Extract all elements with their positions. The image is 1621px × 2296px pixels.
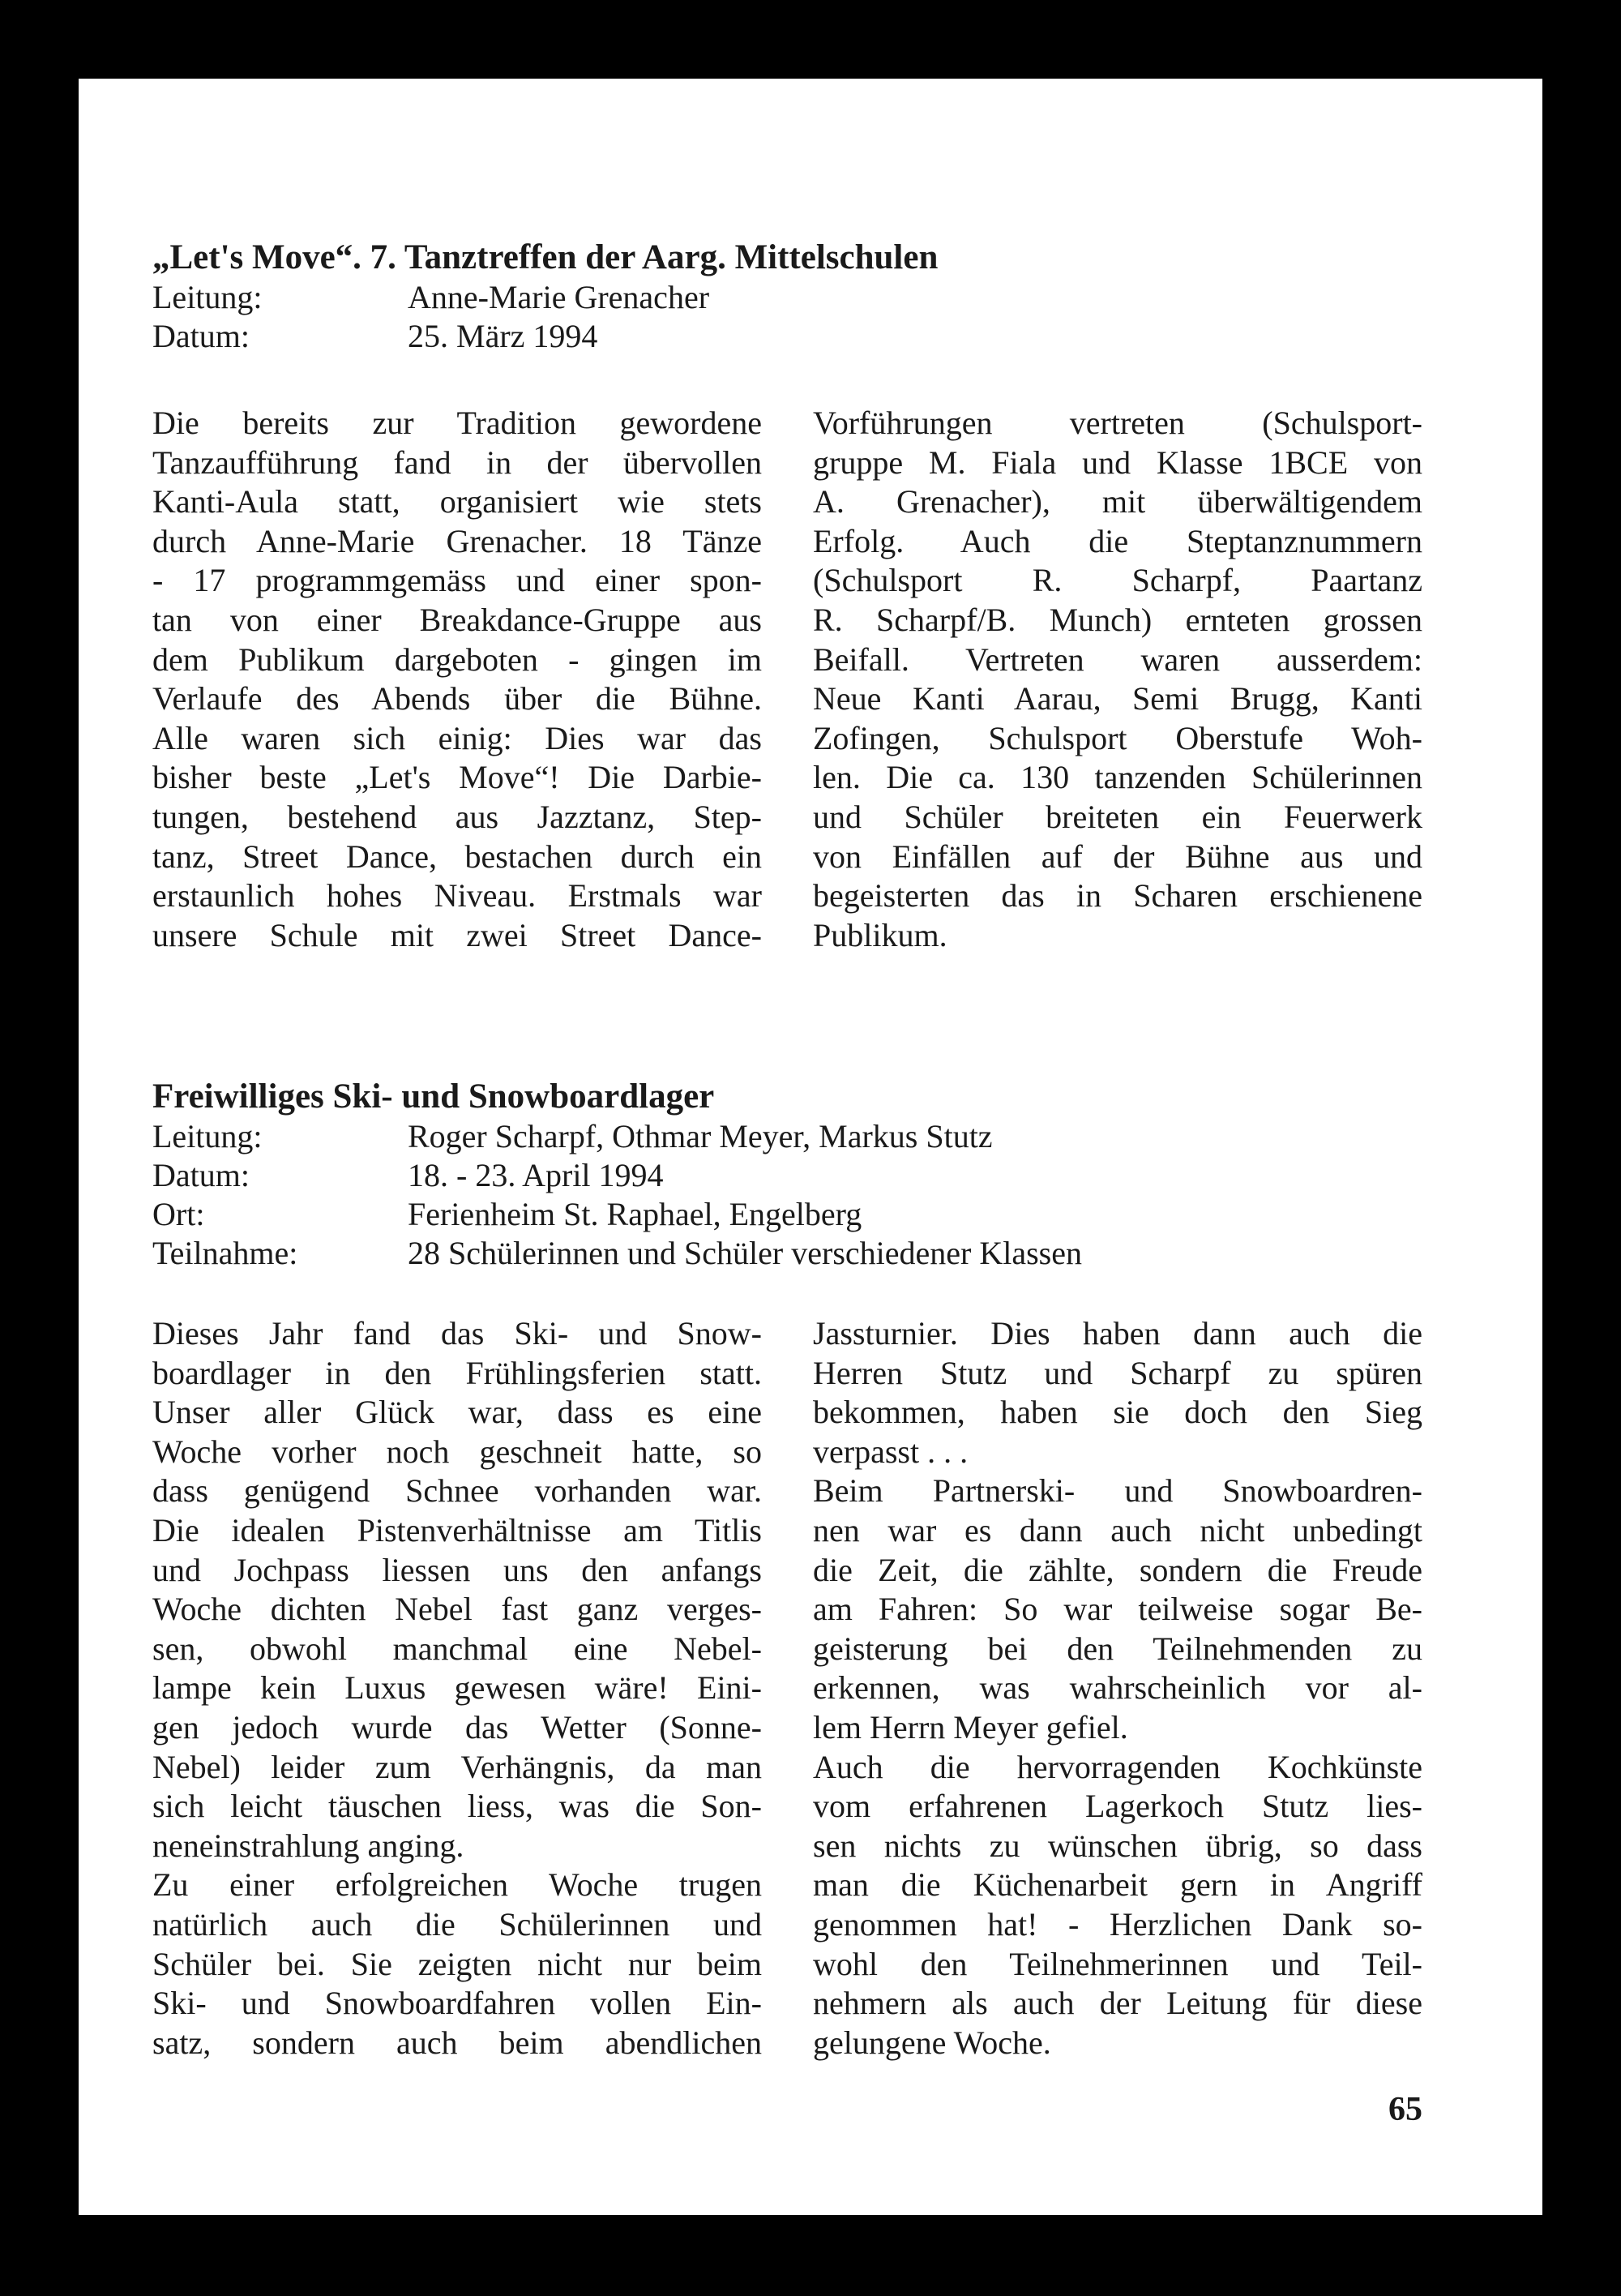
text-line: Zu einer erfolgreichen Woche trugen: [152, 1866, 762, 1904]
paragraph: [152, 404, 762, 955]
text-line: Tanzaufführung fand in der übervollen: [152, 443, 762, 481]
text-line: erstaunlich hohes Niveau. Erstmals war: [152, 877, 762, 915]
meta-row: [152, 1234, 1506, 1273]
text-line: Schüler bei. Sie zeigten nicht nur beim: [152, 1945, 762, 1982]
text-line: wohl den Teilnehmerinnen und Teil-: [813, 1945, 1422, 1982]
paragraph: [813, 1314, 1422, 1471]
text-line: sich leicht täuschen liess, was die Son-: [152, 1788, 762, 1825]
text-line: begeisterten das in Scharen erschienene: [813, 877, 1422, 915]
text-line: Dieses Jahr fand das Ski- und Snow-: [152, 1315, 762, 1351]
text-line: verpasst . . .: [813, 1433, 969, 1470]
paragraph: [813, 1748, 1422, 2063]
text-line: tan von einer Breakdance-Gruppe aus: [152, 601, 762, 638]
meta-label: Datum:: [152, 318, 250, 354]
text-line: dem Publikum dargeboten - gingen im: [152, 640, 762, 678]
text-line: vom erfahrenen Lagerkoch Stutz lies-: [813, 1788, 1422, 1825]
text-line: geisterung bei den Teilnehmenden zu: [813, 1630, 1422, 1667]
text-line: man die Küchenarbeit gern in Angriff: [813, 1866, 1422, 1904]
text-line: Beifall. Vertreten waren ausserdem:: [813, 640, 1422, 678]
meta-row: [152, 278, 1506, 317]
text-line: (Schulsport R. Scharpf, Paartanz: [813, 562, 1422, 599]
text-line: R. Scharpf/B. Munch) ernteten grossen: [813, 601, 1422, 638]
text-line: und Schüler breiteten ein Feuerwerk: [813, 798, 1422, 835]
section-title: Freiwilliges Ski- und Snowboardlager: [152, 1077, 715, 1116]
text-line: - 17 programmgemäss und einer spon-: [152, 562, 762, 599]
text-line: tungen, bestehend aus Jazztanz, Step-: [152, 798, 762, 835]
text-line: gen jedoch wurde das Wetter (Sonne-: [152, 1708, 762, 1746]
text-column: [813, 1314, 1422, 2063]
meta-label: Teilnahme:: [152, 1235, 298, 1271]
text-line: Alle waren sich einig: Dies war das: [152, 719, 762, 756]
text-line: Herren Stutz und Scharpf zu spüren: [813, 1354, 1422, 1391]
text-line: Woche vorher noch geschneit hatte, so: [152, 1433, 762, 1470]
meta-label: Ort:: [152, 1196, 205, 1232]
meta-row: [152, 1195, 1506, 1234]
paragraph: [152, 1314, 762, 1866]
page-number: 65: [1388, 2091, 1422, 2128]
text-line: Ski- und Snowboardfahren vollen Ein-: [152, 1985, 762, 2022]
text-line: genommen hat! - Herzlichen Dank so-: [813, 1905, 1422, 1943]
text-column: [152, 1314, 762, 2063]
document-page: [79, 79, 1542, 2215]
text-line: Zofingen, Schulsport Oberstufe Woh-: [813, 719, 1422, 756]
text-line: erkennen, was wahrscheinlich vor al-: [813, 1669, 1422, 1707]
text-line: boardlager in den Frühlingsferien statt.: [152, 1354, 762, 1391]
text-line: gelungene Woche.: [813, 2024, 1051, 2061]
text-line: lem Herrn Meyer gefiel.: [813, 1708, 1128, 1746]
text-line: satz, sondern auch beim abendlichen: [152, 2024, 762, 2061]
text-line: Erfolg. Auch die Steptanznummern: [813, 522, 1422, 559]
text-line: von Einfällen auf der Bühne aus und: [813, 837, 1422, 875]
text-line: sen nichts zu wünschen übrig, so dass: [813, 1827, 1422, 1864]
text-line: A. Grenacher), mit überwältigendem: [813, 483, 1422, 520]
meta-row: [152, 1156, 1506, 1195]
text-line: durch Anne-Marie Grenacher. 18 Tänze: [152, 522, 762, 559]
text-line: und Jochpass liessen uns den anfangs: [152, 1551, 762, 1588]
text-line: Unser aller Glück war, dass es eine: [152, 1394, 762, 1431]
text-line: Jassturnier. Dies haben dann auch die: [813, 1315, 1422, 1351]
paragraph: [813, 404, 1422, 955]
text-line: gruppe M. Fiala und Klasse 1BCE von: [813, 443, 1422, 481]
text-line: natürlich auch die Schülerinnen und: [152, 1905, 762, 1943]
text-line: Nebel) leider zum Verhängnis, da man: [152, 1748, 762, 1785]
text-line: Publikum.: [813, 916, 947, 953]
meta-row: [152, 1117, 1506, 1156]
text-line: Auch die hervorragenden Kochkünste: [813, 1748, 1422, 1785]
meta-value: 18. - 23. April 1994: [408, 1157, 664, 1193]
meta-value: 25. März 1994: [408, 318, 598, 354]
text-line: die Zeit, die zählte, sondern die Freude: [813, 1551, 1422, 1588]
text-line: nehmern als auch der Leitung für diese: [813, 1985, 1422, 2022]
text-line: unsere Schule mit zwei Street Dance-: [152, 916, 762, 953]
text-line: Vorführungen vertreten (Schulsport-: [813, 405, 1422, 441]
text-line: Die idealen Pistenverhältnisse am Titlis: [152, 1511, 762, 1549]
text-line: nen war es dann auch nicht unbedingt: [813, 1511, 1422, 1549]
text-line: dass genügend Schnee vorhanden war.: [152, 1472, 762, 1510]
text-line: Kanti-Aula statt, organisiert wie stets: [152, 483, 762, 520]
meta-label: Datum:: [152, 1157, 250, 1193]
text-line: Beim Partnerski- und Snowboardren-: [813, 1472, 1422, 1510]
meta-value: 28 Schülerinnen und Schüler verschiedener Klassen: [408, 1235, 1082, 1271]
meta-label: Leitung:: [152, 1118, 263, 1154]
text-line: bisher beste „Let's Move“! Die Darbie-: [152, 759, 762, 796]
meta-row: [152, 317, 1506, 356]
text-line: Neue Kanti Aarau, Semi Brugg, Kanti: [813, 680, 1422, 718]
meta-value: Roger Scharpf, Othmar Meyer, Markus Stutz: [408, 1118, 993, 1154]
text-line: sen, obwohl manchmal eine Nebel-: [152, 1630, 762, 1667]
text-line: bekommen, haben sie doch den Sieg: [813, 1394, 1422, 1431]
text-line: am Fahren: So war teilweise sogar Be-: [813, 1591, 1422, 1628]
text-column: [152, 404, 762, 955]
meta-value: Ferienheim St. Raphael, Engelberg: [408, 1196, 862, 1232]
text-column: [813, 404, 1422, 955]
text-line: Woche dichten Nebel fast ganz verges-: [152, 1591, 762, 1628]
section-ski-lager: [152, 1077, 1506, 2061]
text-line: Die bereits zur Tradition gewordene: [152, 405, 762, 441]
section-lets-move: [152, 238, 1506, 953]
paragraph: [813, 1471, 1422, 1747]
meta-label: Leitung:: [152, 279, 263, 315]
text-line: lampe kein Luxus gewesen wäre! Eini-: [152, 1669, 762, 1707]
text-line: neneinstrahlung anging.: [152, 1827, 464, 1864]
section-title: „Let's Move“. 7. Tanztreffen der Aarg. Mittelschulen: [152, 238, 939, 276]
text-line: tanz, Street Dance, bestachen durch ein: [152, 837, 762, 875]
text-line: len. Die ca. 130 tanzenden Schülerinnen: [813, 759, 1422, 796]
text-line: Verlaufe des Abends über die Bühne.: [152, 680, 762, 718]
meta-value: Anne-Marie Grenacher: [408, 279, 710, 315]
paragraph: [152, 1866, 762, 2063]
